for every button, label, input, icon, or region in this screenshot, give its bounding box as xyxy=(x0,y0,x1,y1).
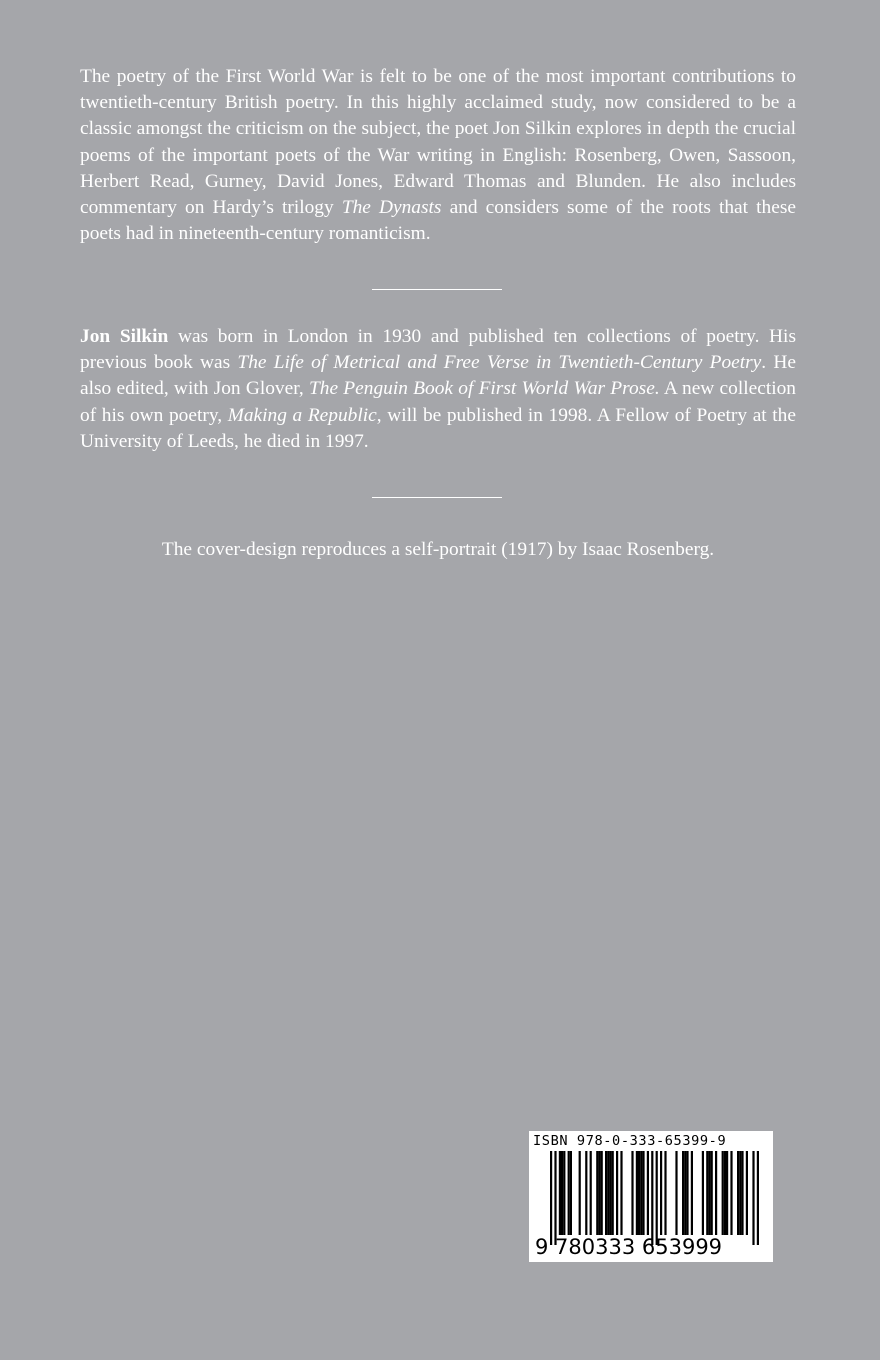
barcode-bar xyxy=(706,1151,708,1235)
barcode-bar xyxy=(746,1151,748,1235)
barcode-bar xyxy=(664,1151,666,1235)
barcode-guard-bar xyxy=(651,1151,653,1245)
isbn-barcode xyxy=(529,1131,773,1262)
author-name: Jon Silkin xyxy=(80,326,169,347)
barcode-bar xyxy=(631,1151,633,1235)
bio-book-title: Making a Republic xyxy=(227,404,377,426)
barcode-guard-bar xyxy=(757,1151,759,1245)
blurb-paragraph xyxy=(80,64,796,247)
barcode-bar xyxy=(590,1151,592,1235)
barcode-bar xyxy=(711,1151,713,1235)
isbn-label: ISBN 978-0-333-65399-9 xyxy=(533,1133,727,1149)
barcode-bar xyxy=(607,1151,609,1235)
barcode-bar xyxy=(638,1151,640,1235)
barcode-bar xyxy=(726,1151,728,1235)
barcode-bar xyxy=(660,1151,662,1235)
barcode-guard-bar xyxy=(554,1151,556,1245)
bio-book-title: The Life of Metrical and Free Verse in Twentieth-Century Poetry xyxy=(237,352,762,374)
barcode-bar xyxy=(636,1151,638,1235)
barcode-bar xyxy=(737,1151,739,1235)
cover-credit: The cover-design reproduces a self-portrait (1917) by Isaac Rosenberg. xyxy=(161,539,715,560)
divider-rule xyxy=(372,289,502,290)
barcode-bar xyxy=(702,1151,704,1235)
barcode-bar xyxy=(559,1151,561,1235)
barcode-bar xyxy=(563,1151,565,1235)
barcode-bar xyxy=(616,1151,618,1235)
barcode-bar xyxy=(642,1151,644,1235)
barcode-bar xyxy=(708,1151,710,1235)
bio-text: was born in London in 1930 and published ten collections of poetry. His previous book was xyxy=(80,326,796,374)
bio-text: A new collection of his own poetry, xyxy=(80,378,797,426)
bio-book-title: The Penguin Book of First World War Prose. xyxy=(308,378,660,400)
author-bio-paragraph xyxy=(80,324,796,455)
barcode-bar xyxy=(739,1151,741,1235)
barcode-bar xyxy=(620,1151,622,1235)
blurb-text-end: and considers some of the roots that these poets had in nineteenth-century romanticism. xyxy=(80,197,796,245)
barcode-bar xyxy=(686,1151,688,1235)
barcode-bar xyxy=(570,1151,572,1235)
barcode-bar xyxy=(561,1151,563,1235)
divider-rule xyxy=(372,497,502,498)
barcode-bar xyxy=(609,1151,611,1235)
bio-text: . He also edited, with Jon Glover, xyxy=(80,352,796,400)
bio-text: , will be published in 1998. A Fellow of Poetry at the University of Leeds, he died in 1997. xyxy=(80,404,796,452)
barcode-bar xyxy=(568,1151,570,1235)
barcode-bar xyxy=(682,1151,684,1235)
barcode-bar xyxy=(722,1151,724,1235)
barcode-bar xyxy=(675,1151,677,1235)
blurb-book-title: The Dynasts xyxy=(341,197,442,219)
barcode-bar xyxy=(647,1151,649,1235)
barcode-bar xyxy=(715,1151,717,1235)
barcode-digits: 9 780333 653999 xyxy=(535,1235,723,1259)
barcode-guard-bar xyxy=(550,1151,552,1245)
barcode-bar xyxy=(612,1151,614,1235)
barcode-bar xyxy=(684,1151,686,1235)
barcode-bar xyxy=(640,1151,642,1235)
barcode-bar xyxy=(741,1151,743,1235)
barcode-bar xyxy=(596,1151,598,1235)
barcode-bar xyxy=(579,1151,581,1235)
barcode-guard-bar xyxy=(752,1151,754,1245)
barcode-bar xyxy=(724,1151,726,1235)
barcode-bar xyxy=(598,1151,600,1235)
blurb-text: The poetry of the First World War is felt to be one of the most important contributions to twentieth-century British poetry. In this highly acclaimed study, now considered to be a classic amongst the criticism on the subject, the poet Jon Silkin explores in depth the crucial poems of the important poets of the War writing in English: Rosenberg, Owen, Sassoon, Herbert Read, Gurney, David Jones, Edward Thomas and Blunden. He also includes commentary on Hardy’s trilogy xyxy=(80,66,796,219)
barcode-bar xyxy=(585,1151,587,1235)
barcode-bar xyxy=(730,1151,732,1235)
barcode-guard-bar xyxy=(656,1151,658,1245)
barcode-bar xyxy=(691,1151,693,1235)
barcode-bar xyxy=(601,1151,603,1235)
barcode-bar xyxy=(605,1151,607,1235)
